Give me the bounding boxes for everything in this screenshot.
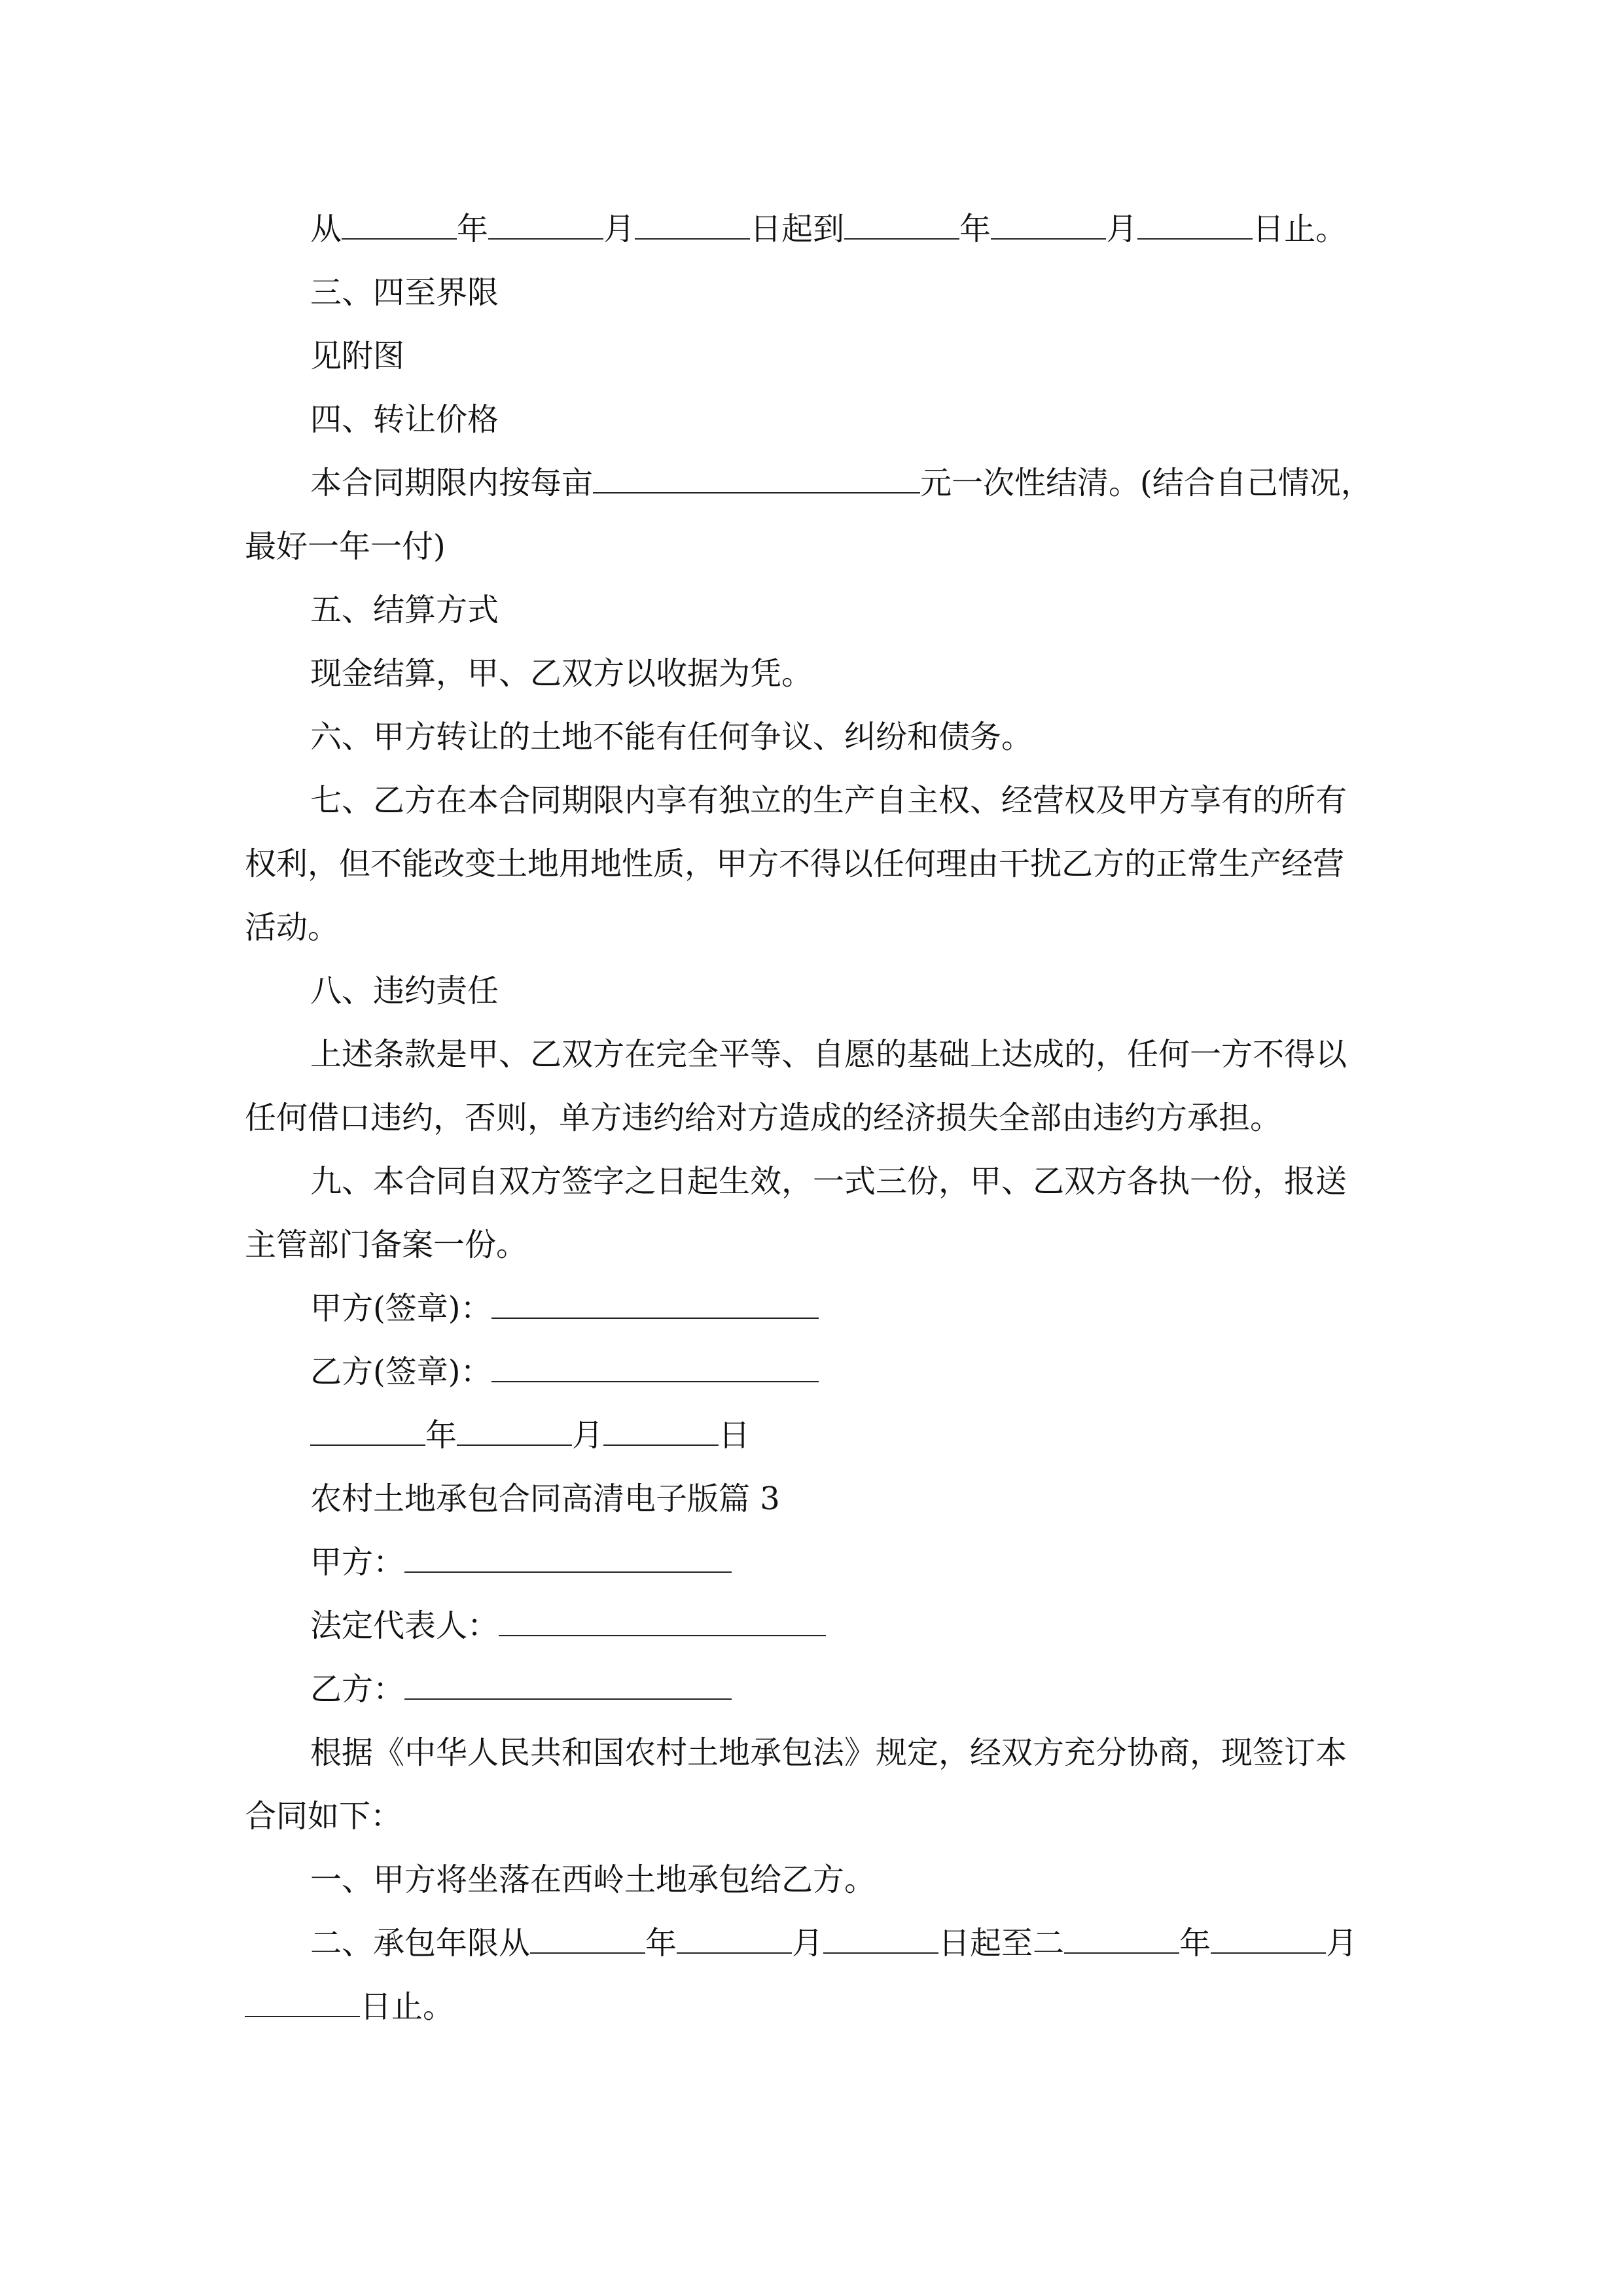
- liability-paragraph: 上述条款是甲、乙双方在完全平等、自愿的基础上达成的，任何一方不得以: [310, 1036, 1347, 1073]
- preamble-cont: 合同如下：: [245, 1798, 402, 1835]
- party-b-blank[interactable]: [404, 1670, 732, 1700]
- blank-term-day-end[interactable]: [245, 1987, 360, 2017]
- blank-month-start[interactable]: [488, 209, 603, 240]
- legal-rep-line: [310, 1606, 1455, 1645]
- text-sign-year: 年: [425, 1417, 457, 1454]
- text-sign-month: 月: [572, 1417, 604, 1454]
- clause-seven: 七、乙方在本合同期限内享有独立的生产自主权、经营权及甲方享有的所有: [310, 782, 1347, 819]
- blank-price[interactable]: [593, 463, 920, 493]
- text-term-from: 二、承包年限从: [310, 1925, 531, 1962]
- clause-one: 一、甲方将坐落在西岭土地承包给乙方。: [310, 1861, 876, 1898]
- blank-sign-year[interactable]: [310, 1416, 425, 1446]
- legal-rep-label: 法定代表人：: [310, 1607, 499, 1644]
- text-term-month: 月: [792, 1925, 824, 1962]
- section-heading-price: 四、转让价格: [310, 401, 499, 438]
- preamble: 根据《中华人民共和国农村土地承包法》规定，经双方充分协商，现签订本: [310, 1734, 1347, 1771]
- clause-nine: 九、本合同自双方签字之日起生效，一式三份，甲、乙双方各执一份，报送: [310, 1163, 1347, 1200]
- blank-sign-day[interactable]: [603, 1416, 719, 1446]
- party-b-signature-line: [310, 1352, 1455, 1391]
- party-b-line: [310, 1670, 1455, 1709]
- text-from: 从: [310, 211, 342, 247]
- section-heading-settlement: 五、结算方式: [310, 592, 499, 628]
- blank-term-month-end[interactable]: [1211, 1924, 1326, 1954]
- blank-day-start[interactable]: [635, 209, 750, 240]
- blank-year-start[interactable]: [342, 209, 457, 240]
- paragraph-cash: 现金结算，甲、乙双方以收据为凭。: [310, 655, 813, 692]
- liability-paragraph-cont: 任何借口违约，否则，单方违约给对方造成的经济损失全部由违约方承担。: [245, 1100, 1282, 1136]
- clause-seven-cont-2: 活动。: [245, 909, 340, 946]
- clause-two-cont: [245, 1987, 1390, 2026]
- blank-term-day-start[interactable]: [823, 1924, 938, 1954]
- legal-rep-blank[interactable]: [499, 1606, 826, 1636]
- party-a-signature-label: 甲方(签章)：: [310, 1290, 492, 1327]
- clause-seven-cont-1: 权利，但不能改变土地用地性质，甲方不得以任何理由干扰乙方的正常生产经营: [245, 846, 1345, 882]
- blank-term-month-start[interactable]: [677, 1924, 792, 1954]
- text-sign-day: 日: [719, 1417, 751, 1454]
- party-a-signature-line: [310, 1289, 1455, 1328]
- text-settlement: 元一次性结清。(结合自己情况，: [920, 465, 1372, 501]
- text-term-year: 年: [645, 1925, 677, 1962]
- clause-nine-cont: 主管部门备案一份。: [245, 1227, 528, 1263]
- blank-year-end[interactable]: [844, 209, 959, 240]
- text-month-end: 月: [1106, 211, 1138, 247]
- text-term-year-end: 年: [1179, 1925, 1211, 1962]
- text-term-to: 日起至二: [938, 1925, 1065, 1962]
- contract-title-part3: 农村土地承包合同高清电子版篇 3: [310, 1480, 780, 1517]
- party-a-signature-blank[interactable]: [491, 1289, 819, 1319]
- paragraph-see-attached: 见附图: [310, 338, 405, 374]
- price-line-cont: 最好一年一付): [245, 528, 446, 565]
- party-a-blank[interactable]: [404, 1543, 732, 1573]
- text-per-mu: 本合同期限内按每亩: [310, 465, 594, 501]
- section-heading-boundaries: 三、四至界限: [310, 274, 499, 311]
- blank-sign-month[interactable]: [457, 1416, 572, 1446]
- text-term-day-end: 日止。: [360, 1988, 455, 2025]
- text-term-month-end: 月: [1326, 1925, 1358, 1962]
- text-month: 月: [603, 211, 635, 247]
- blank-month-end[interactable]: [991, 209, 1106, 240]
- blank-term-year-end[interactable]: [1064, 1924, 1179, 1954]
- clause-six: 六、甲方转让的土地不能有任何争议、纠纷和债务。: [310, 719, 1033, 755]
- blank-day-end[interactable]: [1137, 209, 1253, 240]
- text-day-to: 日起到: [750, 211, 845, 247]
- party-a-line: [310, 1543, 1455, 1582]
- party-b-label: 乙方：: [310, 1671, 405, 1708]
- text-year-end: 年: [959, 211, 991, 247]
- term-date-line: [310, 209, 1455, 249]
- party-b-signature-label: 乙方(签章)：: [310, 1354, 492, 1390]
- party-b-signature-blank[interactable]: [491, 1352, 819, 1382]
- blank-term-year-start[interactable]: [530, 1924, 645, 1954]
- text-year: 年: [457, 211, 489, 247]
- party-a-label: 甲方：: [310, 1544, 405, 1581]
- text-day-end: 日止。: [1253, 211, 1347, 247]
- section-heading-liability: 八、违约责任: [310, 973, 499, 1009]
- clause-two: [310, 1924, 1455, 1963]
- signing-date-line: [310, 1416, 1455, 1455]
- price-line: [310, 463, 1455, 503]
